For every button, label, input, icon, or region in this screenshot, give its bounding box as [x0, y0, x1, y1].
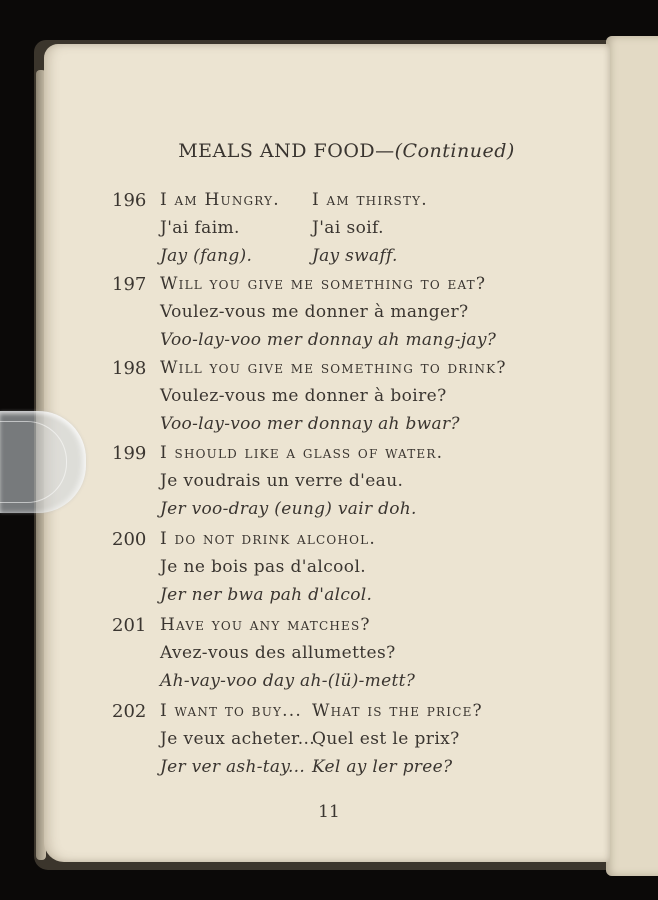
- running-head: [174, 140, 519, 162]
- phonetic-phrase: Voo-lay-voo mer donnay ah mang-jay?: [160, 330, 497, 350]
- english-phrase: I want to buy...: [160, 701, 302, 721]
- next-page-edge: [606, 36, 658, 876]
- entry-number: 201: [112, 615, 147, 636]
- english-phrase: I should like a glass of water.: [160, 443, 444, 463]
- french-phrase: Je voudrais un verre d'eau.: [160, 471, 404, 491]
- phonetic-phrase: Ah-vay-voo day ah-(lü)-mett?: [160, 671, 416, 691]
- french-phrase: Je ne bois pas d'alcool.: [160, 557, 367, 577]
- english-phrase: I am Hungry.: [160, 190, 280, 210]
- english-phrase-2: What is the price?: [312, 701, 483, 721]
- french-phrase: J'ai faim.: [160, 218, 240, 238]
- phonetic-phrase: Jer ner bwa pah d'alcol.: [160, 585, 373, 605]
- running-head-continued: (Continued): [394, 140, 515, 162]
- french-phrase: Voulez-vous me donner à boire?: [160, 386, 447, 406]
- french-phrase: Voulez-vous me donner à manger?: [160, 302, 469, 322]
- phonetic-phrase: Voo-lay-voo mer donnay ah bwar?: [160, 414, 460, 434]
- french-phrase: Je veux acheter...: [160, 729, 316, 749]
- page-number: 11: [318, 802, 340, 822]
- plastic-page-clip: [0, 411, 86, 513]
- entry-number: 198: [112, 358, 147, 379]
- entry-number: 200: [112, 529, 147, 550]
- french-phrase-2: Quel est le prix?: [312, 729, 460, 749]
- phonetic-phrase-2: Kel ay ler pree?: [312, 757, 453, 777]
- entry-number: 196: [112, 190, 147, 211]
- running-head-title: MEALS AND FOOD—: [178, 140, 395, 162]
- phonetic-phrase: Jer ver ash-tay...: [160, 757, 306, 777]
- book-page: [44, 44, 610, 862]
- french-phrase-2: J'ai soif.: [312, 218, 384, 238]
- english-phrase: Have you any matches?: [160, 615, 371, 635]
- french-phrase: Avez-vous des allumettes?: [160, 643, 396, 663]
- english-phrase-2: I am thirsty.: [312, 190, 428, 210]
- english-phrase: Will you give me something to drink?: [160, 358, 507, 378]
- english-phrase: I do not drink alcohol.: [160, 529, 376, 549]
- entry-number: 199: [112, 443, 147, 464]
- clip-highlight: [0, 421, 67, 503]
- entry-number: 202: [112, 701, 147, 722]
- phonetic-phrase: Jay (fang).: [160, 246, 253, 266]
- phonetic-phrase-2: Jay swaff.: [312, 246, 398, 266]
- phonetic-phrase: Jer voo-dray (eung) vair doh.: [160, 499, 417, 519]
- entry-number: 197: [112, 274, 147, 295]
- english-phrase: Will you give me something to eat?: [160, 274, 487, 294]
